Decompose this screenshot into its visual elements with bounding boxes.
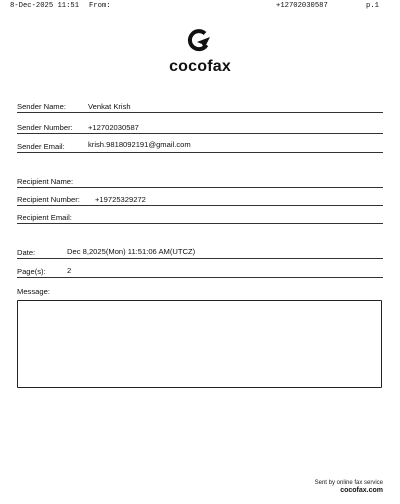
footer-site: cocofax.com — [340, 487, 383, 494]
message-label: Message: — [17, 287, 50, 296]
recipient-email-label: Recipient Email: — [17, 213, 72, 222]
divider — [17, 133, 383, 134]
fax-header-from-number: +12702030587 — [276, 2, 328, 10]
divider — [17, 152, 383, 153]
sender-email-label: Sender Email: — [17, 142, 65, 151]
divider — [17, 187, 383, 188]
recipient-email-row — [17, 210, 383, 224]
footer — [315, 480, 383, 494]
sender-email-value: krish.9818092191@gmail.com — [88, 140, 191, 149]
date-row — [17, 245, 383, 259]
date-label: Date: — [17, 248, 36, 257]
pages-value: 2 — [67, 266, 72, 275]
fax-header-datetime: 8-Dec-2025 11:51 — [10, 2, 80, 10]
footer-sent-by: Sent by online fax service — [314, 480, 383, 486]
sender-email-row — [17, 139, 383, 153]
recipient-number-label: Recipient Number: — [17, 195, 80, 204]
recipient-number-row — [17, 192, 383, 206]
fax-header — [0, 0, 400, 12]
pages-row — [17, 264, 383, 278]
fax-header-page: p.1 — [366, 2, 379, 10]
message-box — [17, 300, 382, 388]
sender-number-value: +12702030587 — [88, 123, 139, 132]
sender-name-label: Sender Name: — [17, 102, 66, 111]
recipient-name-row — [17, 174, 383, 188]
divider — [17, 258, 383, 259]
date-value: Dec 8,2025(Mon) 11:51:06 AM(UTCZ) — [67, 247, 196, 256]
cocofax-logo-icon — [186, 28, 212, 54]
sender-name-row — [17, 99, 383, 113]
brand-name: cocofax — [169, 58, 231, 75]
brand-logo — [0, 28, 400, 78]
recipient-number-value: +19725329272 — [95, 195, 146, 204]
pages-label: Page(s): — [17, 267, 46, 276]
sender-name-value: Venkat Krish — [88, 102, 131, 111]
recipient-name-label: Recipient Name: — [17, 177, 74, 186]
sender-number-row — [17, 120, 383, 134]
divider — [17, 223, 383, 224]
fax-header-from-label: From: — [89, 2, 111, 10]
divider — [17, 277, 383, 278]
sender-number-label: Sender Number: — [17, 123, 73, 132]
divider — [17, 205, 383, 206]
divider — [17, 112, 383, 113]
